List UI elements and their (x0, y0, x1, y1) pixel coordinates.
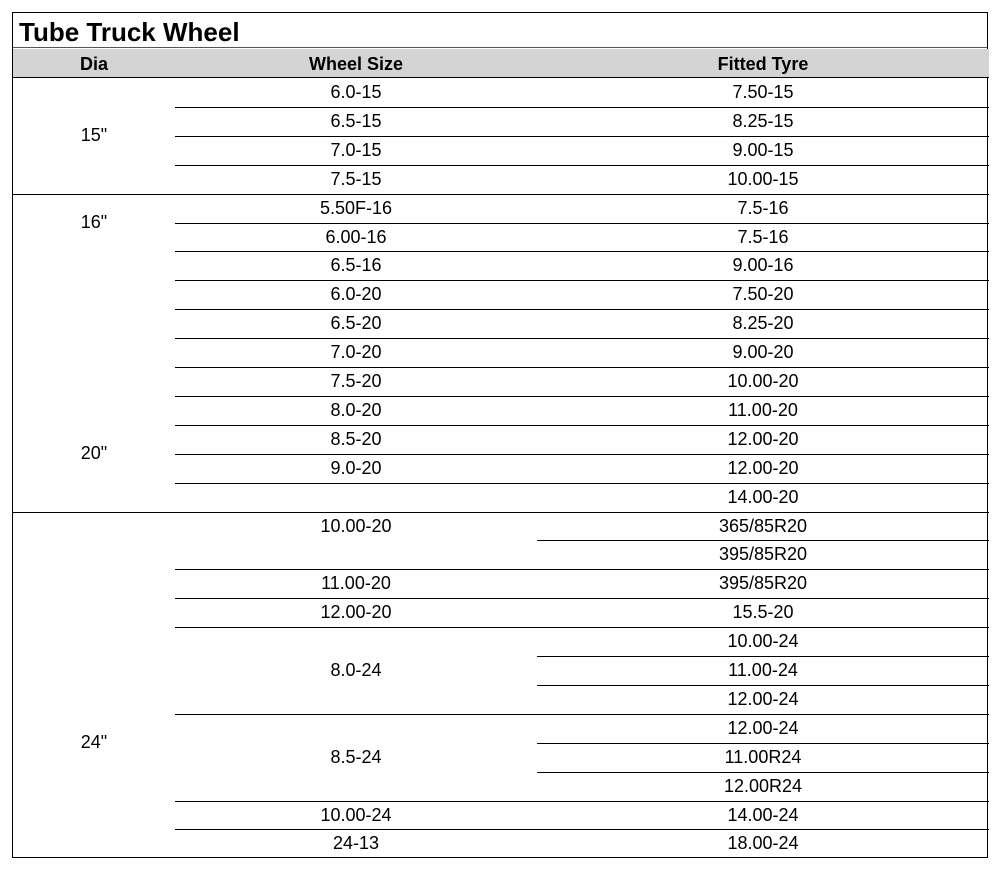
fitted-tyre-cell: 11.00R24 (724, 746, 802, 767)
fitted-tyre-cell: 9.00-16 (732, 255, 794, 276)
fitted-tyre-cell: 12.00R24 (723, 775, 803, 796)
fitted-tyre-cell: 12.00-24 (727, 688, 799, 709)
fitted-tyre-cell: 7.50-15 (732, 82, 794, 102)
wheel-size-cell: 7.5-15 (330, 168, 382, 189)
fitted-tyre-cell: 10.00-15 (727, 168, 799, 189)
dia-label: 20" (80, 443, 108, 464)
wheel-size-cell: 7.0-20 (330, 342, 382, 363)
row-divider (537, 772, 989, 773)
wheel-size-cell: 6.5-15 (330, 110, 382, 131)
wheel-size-cell: 10.00-20 (320, 515, 392, 536)
fitted-tyre-cell: 10.00-20 (727, 371, 799, 391)
fitted-tyre-cell: 8.25-20 (732, 313, 794, 334)
wheel-size-cell: 12.00-20 (320, 602, 392, 623)
fitted-tyre-cell: 11.00-24 (728, 660, 798, 680)
wheel-size-cell: 7.5-20 (330, 371, 382, 391)
header-dia: Dia (13, 49, 175, 78)
row-divider (537, 743, 989, 744)
row-divider (175, 627, 989, 628)
wheel-size-cell: 8.5-20 (330, 428, 382, 449)
fitted-tyre-cell: 18.00-24 (727, 833, 799, 854)
block-divider (13, 512, 989, 513)
row-divider (537, 656, 989, 657)
fitted-tyre-cell: 395/85R20 (718, 544, 808, 565)
fitted-tyre-cell: 365/85R20 (718, 515, 808, 536)
wheel-size-cell: 7.0-15 (330, 139, 382, 160)
wheel-size-cell: 11.00-20 (321, 573, 391, 594)
table-title: Tube Truck Wheel (13, 13, 987, 48)
dia-label: 15" (80, 125, 108, 146)
wheel-size-cell: 9.0-20 (330, 457, 382, 478)
fitted-tyre-cell: 7.5-16 (737, 197, 789, 218)
wheel-size-cell: 6.0-20 (330, 284, 382, 305)
fitted-tyre-cell: 10.00-24 (727, 631, 799, 652)
wheel-size-cell: 8.0-20 (330, 399, 382, 420)
wheel-size-cell: 5.50F-16 (319, 197, 393, 218)
fitted-tyre-cell: 9.00-20 (732, 342, 794, 363)
wheel-size-cell: 6.00-16 (325, 226, 387, 247)
wheel-size-cell: 24-13 (332, 833, 380, 854)
fitted-tyre-cell: 15.5-20 (732, 602, 794, 623)
fitted-tyre-cell: 9.00-15 (732, 139, 794, 160)
block-divider (13, 194, 989, 195)
header-fitted-tyre: Fitted Tyre (537, 49, 989, 78)
row-divider (537, 685, 989, 686)
wheel-size-cell: 10.00-24 (320, 804, 392, 825)
dia-label: 16" (80, 212, 108, 233)
wheel-size-cell: 8.5-24 (330, 746, 382, 767)
row-divider (175, 483, 989, 484)
fitted-tyre-cell: 12.00-20 (727, 457, 799, 478)
fitted-tyre-cell: 12.00-24 (727, 717, 799, 738)
fitted-tyre-cell: 8.25-15 (732, 110, 794, 131)
fitted-tyre-cell: 395/85R20 (718, 573, 808, 594)
wheel-size-cell: 6.5-20 (330, 313, 382, 334)
row-divider (537, 540, 989, 541)
wheel-size-cell: 6.5-16 (330, 255, 382, 276)
row-divider (175, 714, 989, 715)
fitted-tyre-cell: 7.5-16 (737, 226, 789, 247)
wheel-size-cell: 8.0-24 (330, 660, 382, 680)
fitted-tyre-cell: 7.50-20 (732, 284, 794, 305)
wheel-size-cell: 6.0-15 (330, 82, 382, 102)
fitted-tyre-cell: 11.00-20 (728, 399, 798, 420)
dia-label: 24" (80, 732, 108, 753)
fitted-tyre-cell: 14.00-20 (727, 486, 799, 507)
fitted-tyre-cell: 12.00-20 (727, 428, 799, 449)
spec-table (12, 12, 988, 858)
fitted-tyre-cell: 14.00-24 (727, 804, 799, 825)
header-wheel-size: Wheel Size (175, 49, 537, 78)
